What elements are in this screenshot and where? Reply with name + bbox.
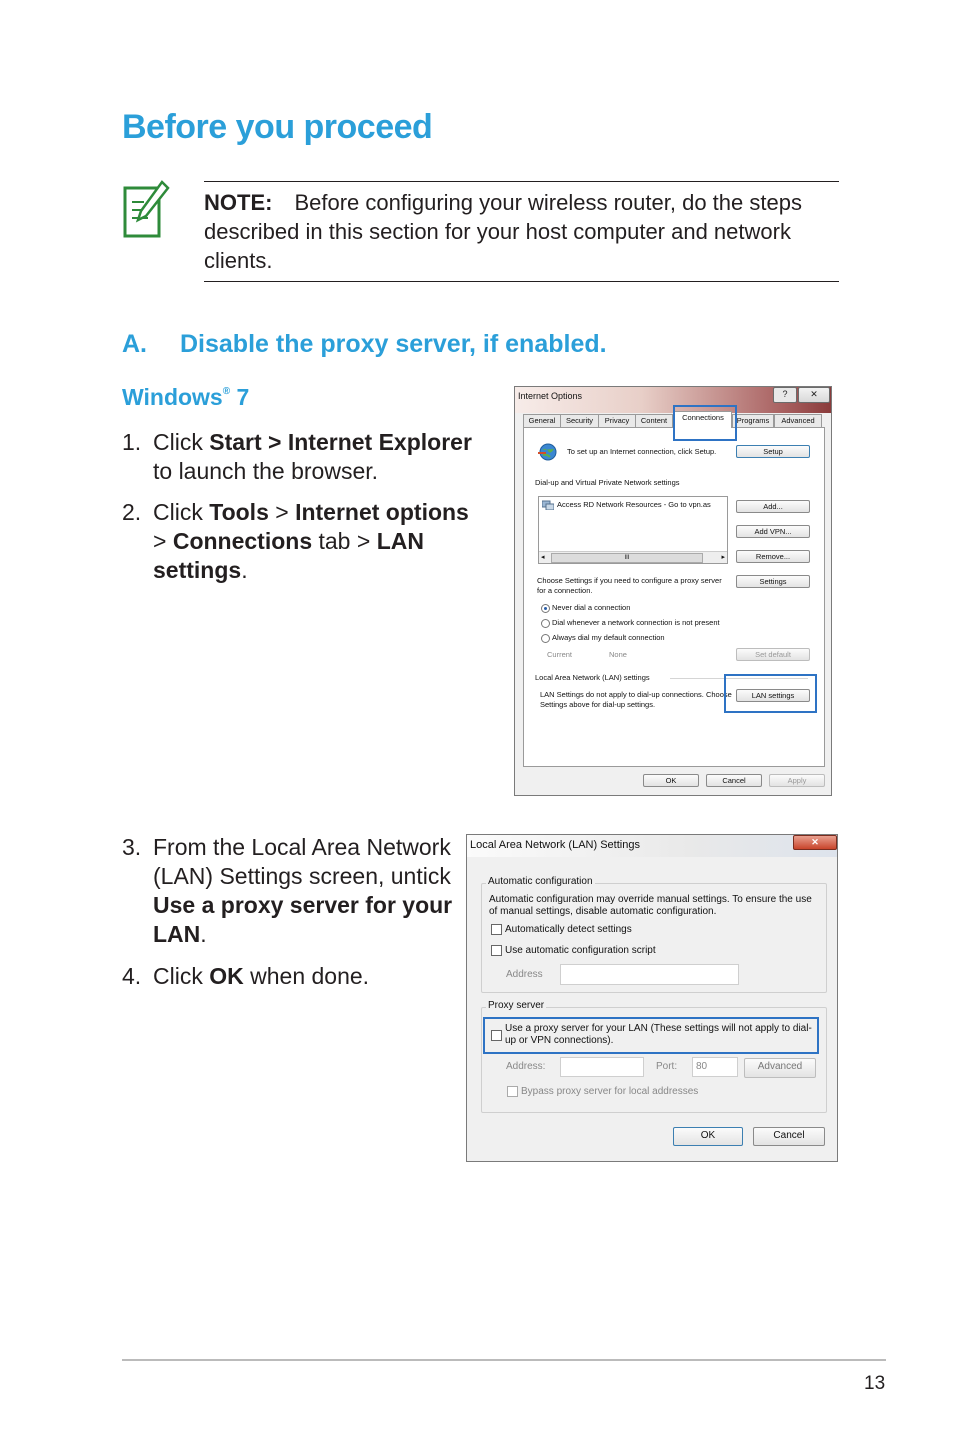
lan-settings-button[interactable]: LAN settings bbox=[736, 689, 810, 702]
auto-script-label: Use automatic configuration script bbox=[505, 945, 656, 956]
close-button[interactable]: ✕ bbox=[798, 387, 830, 403]
advanced-button[interactable]: Advanced bbox=[744, 1058, 816, 1078]
add-vpn-button[interactable]: Add VPN... bbox=[736, 525, 810, 538]
radio-always-dial[interactable] bbox=[541, 634, 550, 643]
scroll-left-icon[interactable]: ◂ bbox=[541, 554, 545, 561]
apply-button[interactable]: Apply bbox=[769, 774, 825, 787]
setup-button[interactable]: Setup bbox=[736, 445, 810, 458]
tab-advanced[interactable]: Advanced bbox=[774, 414, 822, 427]
tab-programs[interactable]: Programs bbox=[732, 414, 774, 427]
lan-text: LAN Settings do not apply to dial-up connections. Choose Settings above for dial-up settings. bbox=[540, 690, 732, 709]
close-button[interactable]: ✕ bbox=[793, 835, 837, 850]
settings-text: Choose Settings if you need to configure a proxy server for a connection. bbox=[537, 576, 722, 595]
registered-mark: ® bbox=[222, 386, 231, 397]
globe-icon bbox=[538, 442, 558, 462]
lan-heading: Local Area Network (LAN) settings bbox=[535, 673, 650, 682]
note-box bbox=[204, 188, 834, 275]
step-text: Click Tools > Internet options > Connections tab > LAN settings. bbox=[153, 499, 469, 583]
radio-always-dial-label: Always dial my default connection bbox=[552, 633, 665, 642]
section-title: Disable the proxy server, if enabled. bbox=[180, 330, 607, 358]
page-title: Before you proceed bbox=[122, 108, 433, 146]
tab-security[interactable]: Security bbox=[560, 414, 599, 427]
remove-button[interactable]: Remove... bbox=[736, 550, 810, 563]
connections-tab-highlight bbox=[673, 405, 737, 441]
list-item[interactable]: Access RD Network Resources - Go to vpn.as bbox=[557, 500, 711, 509]
step-text: From the Local Area Network (LAN) Settings screen, untick Use a proxy server for your LAN. bbox=[153, 834, 453, 947]
tab-content[interactable]: Content bbox=[635, 414, 673, 427]
step-number: 1. bbox=[122, 429, 142, 455]
dialog-title: Local Area Network (LAN) Settings bbox=[470, 839, 640, 851]
step-text: Click OK when done. bbox=[153, 963, 370, 989]
footer-divider bbox=[122, 1359, 886, 1361]
note-top-divider bbox=[204, 181, 839, 182]
step-number: 4. bbox=[122, 963, 142, 989]
dialog-title: Internet Options bbox=[518, 391, 583, 401]
cancel-button[interactable]: Cancel bbox=[706, 774, 762, 787]
port-value: 80 bbox=[696, 1061, 708, 1072]
current-value: None bbox=[609, 650, 627, 659]
os-heading bbox=[122, 384, 249, 411]
auto-script-checkbox[interactable] bbox=[491, 945, 502, 956]
cancel-button[interactable]: Cancel bbox=[753, 1127, 825, 1146]
group-title: Automatic configuration bbox=[488, 876, 593, 887]
auto-detect-label: Automatically detect settings bbox=[505, 924, 632, 935]
radio-never-dial-label: Never dial a connection bbox=[552, 603, 631, 612]
tab-connections[interactable]: Connections bbox=[674, 411, 732, 428]
scroll-thumb[interactable]: III bbox=[551, 553, 703, 563]
note-label: NOTE: bbox=[204, 190, 273, 215]
set-default-button[interactable]: Set default bbox=[736, 648, 810, 661]
add-button[interactable]: Add... bbox=[736, 500, 810, 513]
tab-privacy[interactable]: Privacy bbox=[598, 414, 636, 427]
proxy-address-field[interactable] bbox=[560, 1057, 644, 1077]
radio-dial-when-no-network-label: Dial whenever a network connection is not present bbox=[552, 618, 720, 627]
horizontal-scrollbar[interactable] bbox=[539, 551, 727, 563]
section-number: A. bbox=[122, 330, 147, 358]
note-pencil-icon bbox=[122, 180, 170, 238]
scroll-right-icon[interactable]: ▸ bbox=[721, 554, 725, 561]
section-heading bbox=[122, 330, 607, 359]
script-address-field[interactable] bbox=[560, 964, 739, 985]
automatic-configuration-group bbox=[481, 876, 827, 993]
bypass-checkbox[interactable] bbox=[507, 1086, 518, 1097]
setup-text: To set up an Internet connection, click Setup. bbox=[567, 447, 717, 456]
note-bottom-divider bbox=[204, 281, 839, 282]
port-field[interactable] bbox=[692, 1057, 738, 1077]
note-body: Before configuring your wireless router, do the steps described in this section for your host computer and network clients. bbox=[204, 190, 802, 273]
use-proxy-highlight bbox=[483, 1017, 819, 1054]
current-label: Current bbox=[547, 650, 573, 659]
auto-detect-checkbox[interactable] bbox=[491, 924, 502, 935]
auto-config-text: Automatic configuration may override manual settings. To ensure the use of manual settings, disable automatic configuration. bbox=[489, 894, 812, 917]
lan-settings-highlight bbox=[724, 674, 817, 713]
os-version: 7 bbox=[230, 384, 250, 410]
internet-options-dialog bbox=[514, 386, 832, 796]
ok-button[interactable]: OK bbox=[643, 774, 699, 787]
connections-tab-panel bbox=[523, 427, 825, 767]
help-button[interactable]: ? bbox=[773, 387, 797, 403]
step-text: Click Start > Internet Explorer to launch the browser. bbox=[153, 429, 472, 484]
proxy-address-label: Address: bbox=[506, 1061, 546, 1072]
use-proxy-label: Use a proxy server for your LAN (These settings will not apply to dial-up or VPN connections). bbox=[505, 1023, 812, 1046]
settings-button[interactable]: Settings bbox=[736, 575, 810, 588]
page-number: 13 bbox=[864, 1373, 886, 1394]
dialog-titlebar bbox=[467, 835, 837, 857]
vpn-connection-icon bbox=[542, 500, 554, 510]
step-number: 3. bbox=[122, 834, 142, 860]
dialup-heading: Dial-up and Virtual Private Network settings bbox=[535, 478, 680, 487]
os-name: Windows bbox=[122, 384, 223, 410]
bypass-label: Bypass proxy server for local addresses bbox=[521, 1086, 699, 1097]
connections-list[interactable] bbox=[538, 496, 728, 564]
ok-button[interactable]: OK bbox=[673, 1127, 743, 1146]
step-number: 2. bbox=[122, 499, 142, 525]
radio-dial-when-no-network[interactable] bbox=[541, 619, 550, 628]
group-title: Proxy server bbox=[488, 1000, 545, 1011]
tab-general[interactable]: General bbox=[523, 414, 561, 427]
lan-settings-dialog bbox=[466, 834, 838, 1162]
address-label: Address bbox=[506, 969, 543, 980]
port-label: Port: bbox=[656, 1061, 678, 1072]
radio-never-dial[interactable] bbox=[541, 604, 550, 613]
